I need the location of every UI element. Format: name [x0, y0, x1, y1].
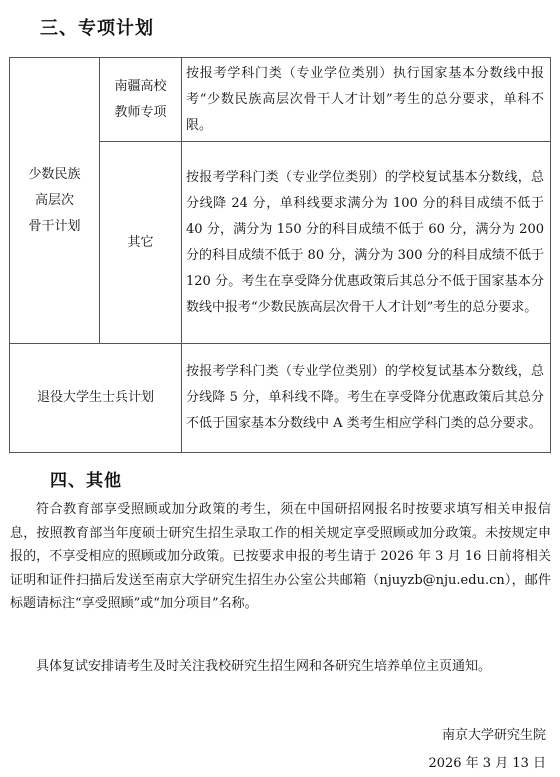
paragraph: 具体复试安排请考生及时关注我校研究生招生网和各研究生培养单位主页通知。 [36, 659, 492, 674]
requirement-text: 按报考学科门类（专业学位类别）的学校复试基本分数线，总分线降 24 分，单科线要求满分为 100 分的科目成绩不低于 40 分，满分为 150 分的科目成绩不低于 60 分，满分为 200 分的科目成绩不低于 80 分，满分为 300 分的科目成绩不低于 120 分。考生在享受降分优惠政策后其总分不低于国家基本分数线中报考“少数民族高层次骨干人才计划”考生的总分要求。 [182, 142, 551, 344]
subplan-label-southern-xinjiang: 南疆高校 教师专项 [100, 58, 182, 142]
signature-date: 2026 年 3 月 13 日 [428, 756, 546, 771]
section-heading-other: 四、其他 [50, 471, 122, 491]
subplan-label-other: 其它 [100, 142, 182, 344]
plan-label-veteran: 退役大学生士兵计划 [10, 344, 182, 453]
plan-label-minority: 少数民族 高层次 骨干计划 [10, 58, 100, 344]
requirement-text: 按报考学科门类（专业学位类别）的学校复试基本分数线，总分线降 5 分，单科线不降。考生在享受降分优惠政策后其总分不低于国家基本分数线中 A 类考生相应学科门类的总分要求。 [182, 344, 551, 453]
signature-org: 南京大学研究生院 [441, 728, 546, 743]
paragraph: 符合教育部享受照顾或加分政策的考生，须在中国研招网报名时按要求填写相关申报信息，按照教育部当年度硕士研究生招生录取工作的相关规定享受照顾或加分政策。未按规定申报的，不享受相应的照顾或加分政策。已按要求申报的考生请于 2026 年 3 月 16 日前将相关证明和证件扫描后发送至南京大学研究生招生办公室公共邮箱（njuyzb@nju.edu.cn），邮件标题请标注“享受照顾”或“加分项目”名称。 [10, 502, 551, 611]
special-plans-table [9, 57, 551, 453]
table-row [10, 58, 551, 142]
section-heading-special-plans: 三、专项计划 [40, 18, 154, 39]
requirement-text: 按报考学科门类（专业学位类别）执行国家基本分数线中报考“少数民族高层次骨干人才计划”考生的总分要求，单科不限。 [182, 58, 551, 142]
table-row [10, 344, 551, 453]
